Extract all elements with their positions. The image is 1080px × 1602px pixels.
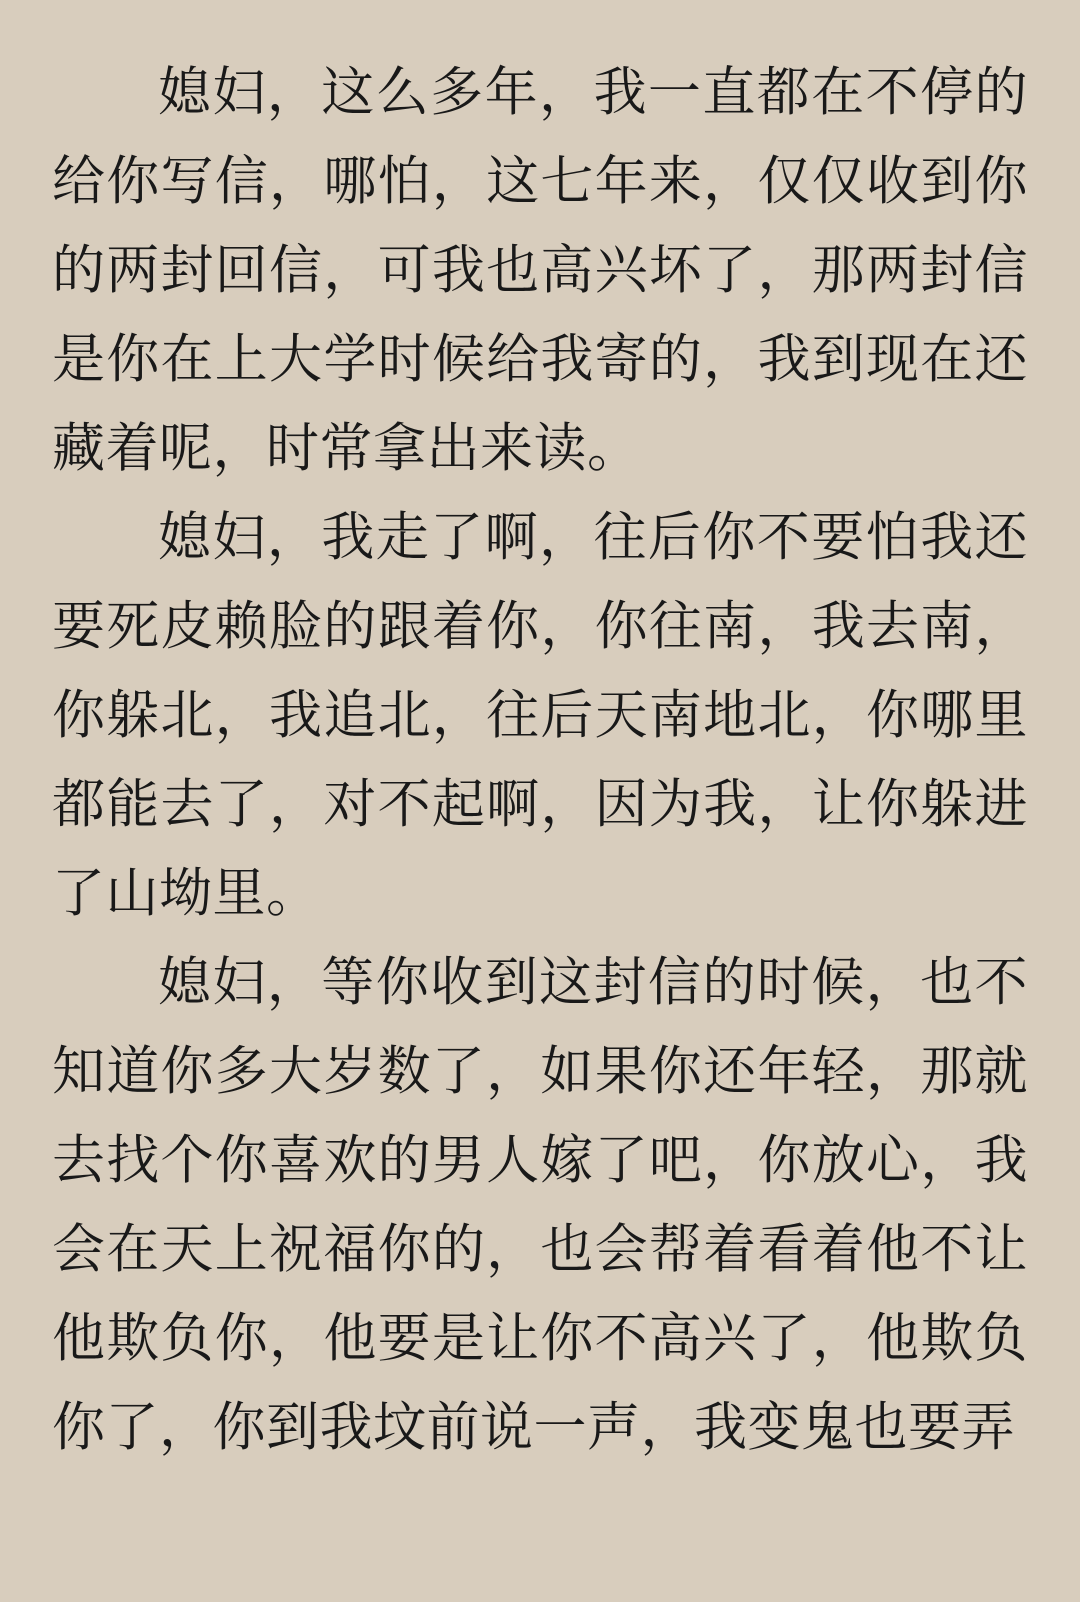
letter-body [52,48,1028,1472]
paragraph-2: 媳妇，我走了啊，往后你不要怕我还要死皮赖脸的跟着你，你往南，我去南，你躲北，我追北，往后天南地北，你哪里都能去了，对不起啊，因为我，让你躲进了山坳里。 [52,508,1028,923]
paragraph-3: 媳妇，等你收到这封信的时候，也不知道你多大岁数了，如果你还年轻，那就去找个你喜欢的男人嫁了吧，你放心，我会在天上祝福你的，也会帮着看着他不让他欺负你，他要是让你不高兴了，他欺负你了，你到我坟前说一声，我变鬼也要弄 [52,953,1028,1457]
paragraph-1: 媳妇，这么多年，我一直都在不停的给你写信，哪怕，这七年来，仅仅收到你的两封回信，可我也高兴坏了，那两封信是你在上大学时候给我寄的，我到现在还藏着呢，时常拿出来读。 [52,63,1028,478]
